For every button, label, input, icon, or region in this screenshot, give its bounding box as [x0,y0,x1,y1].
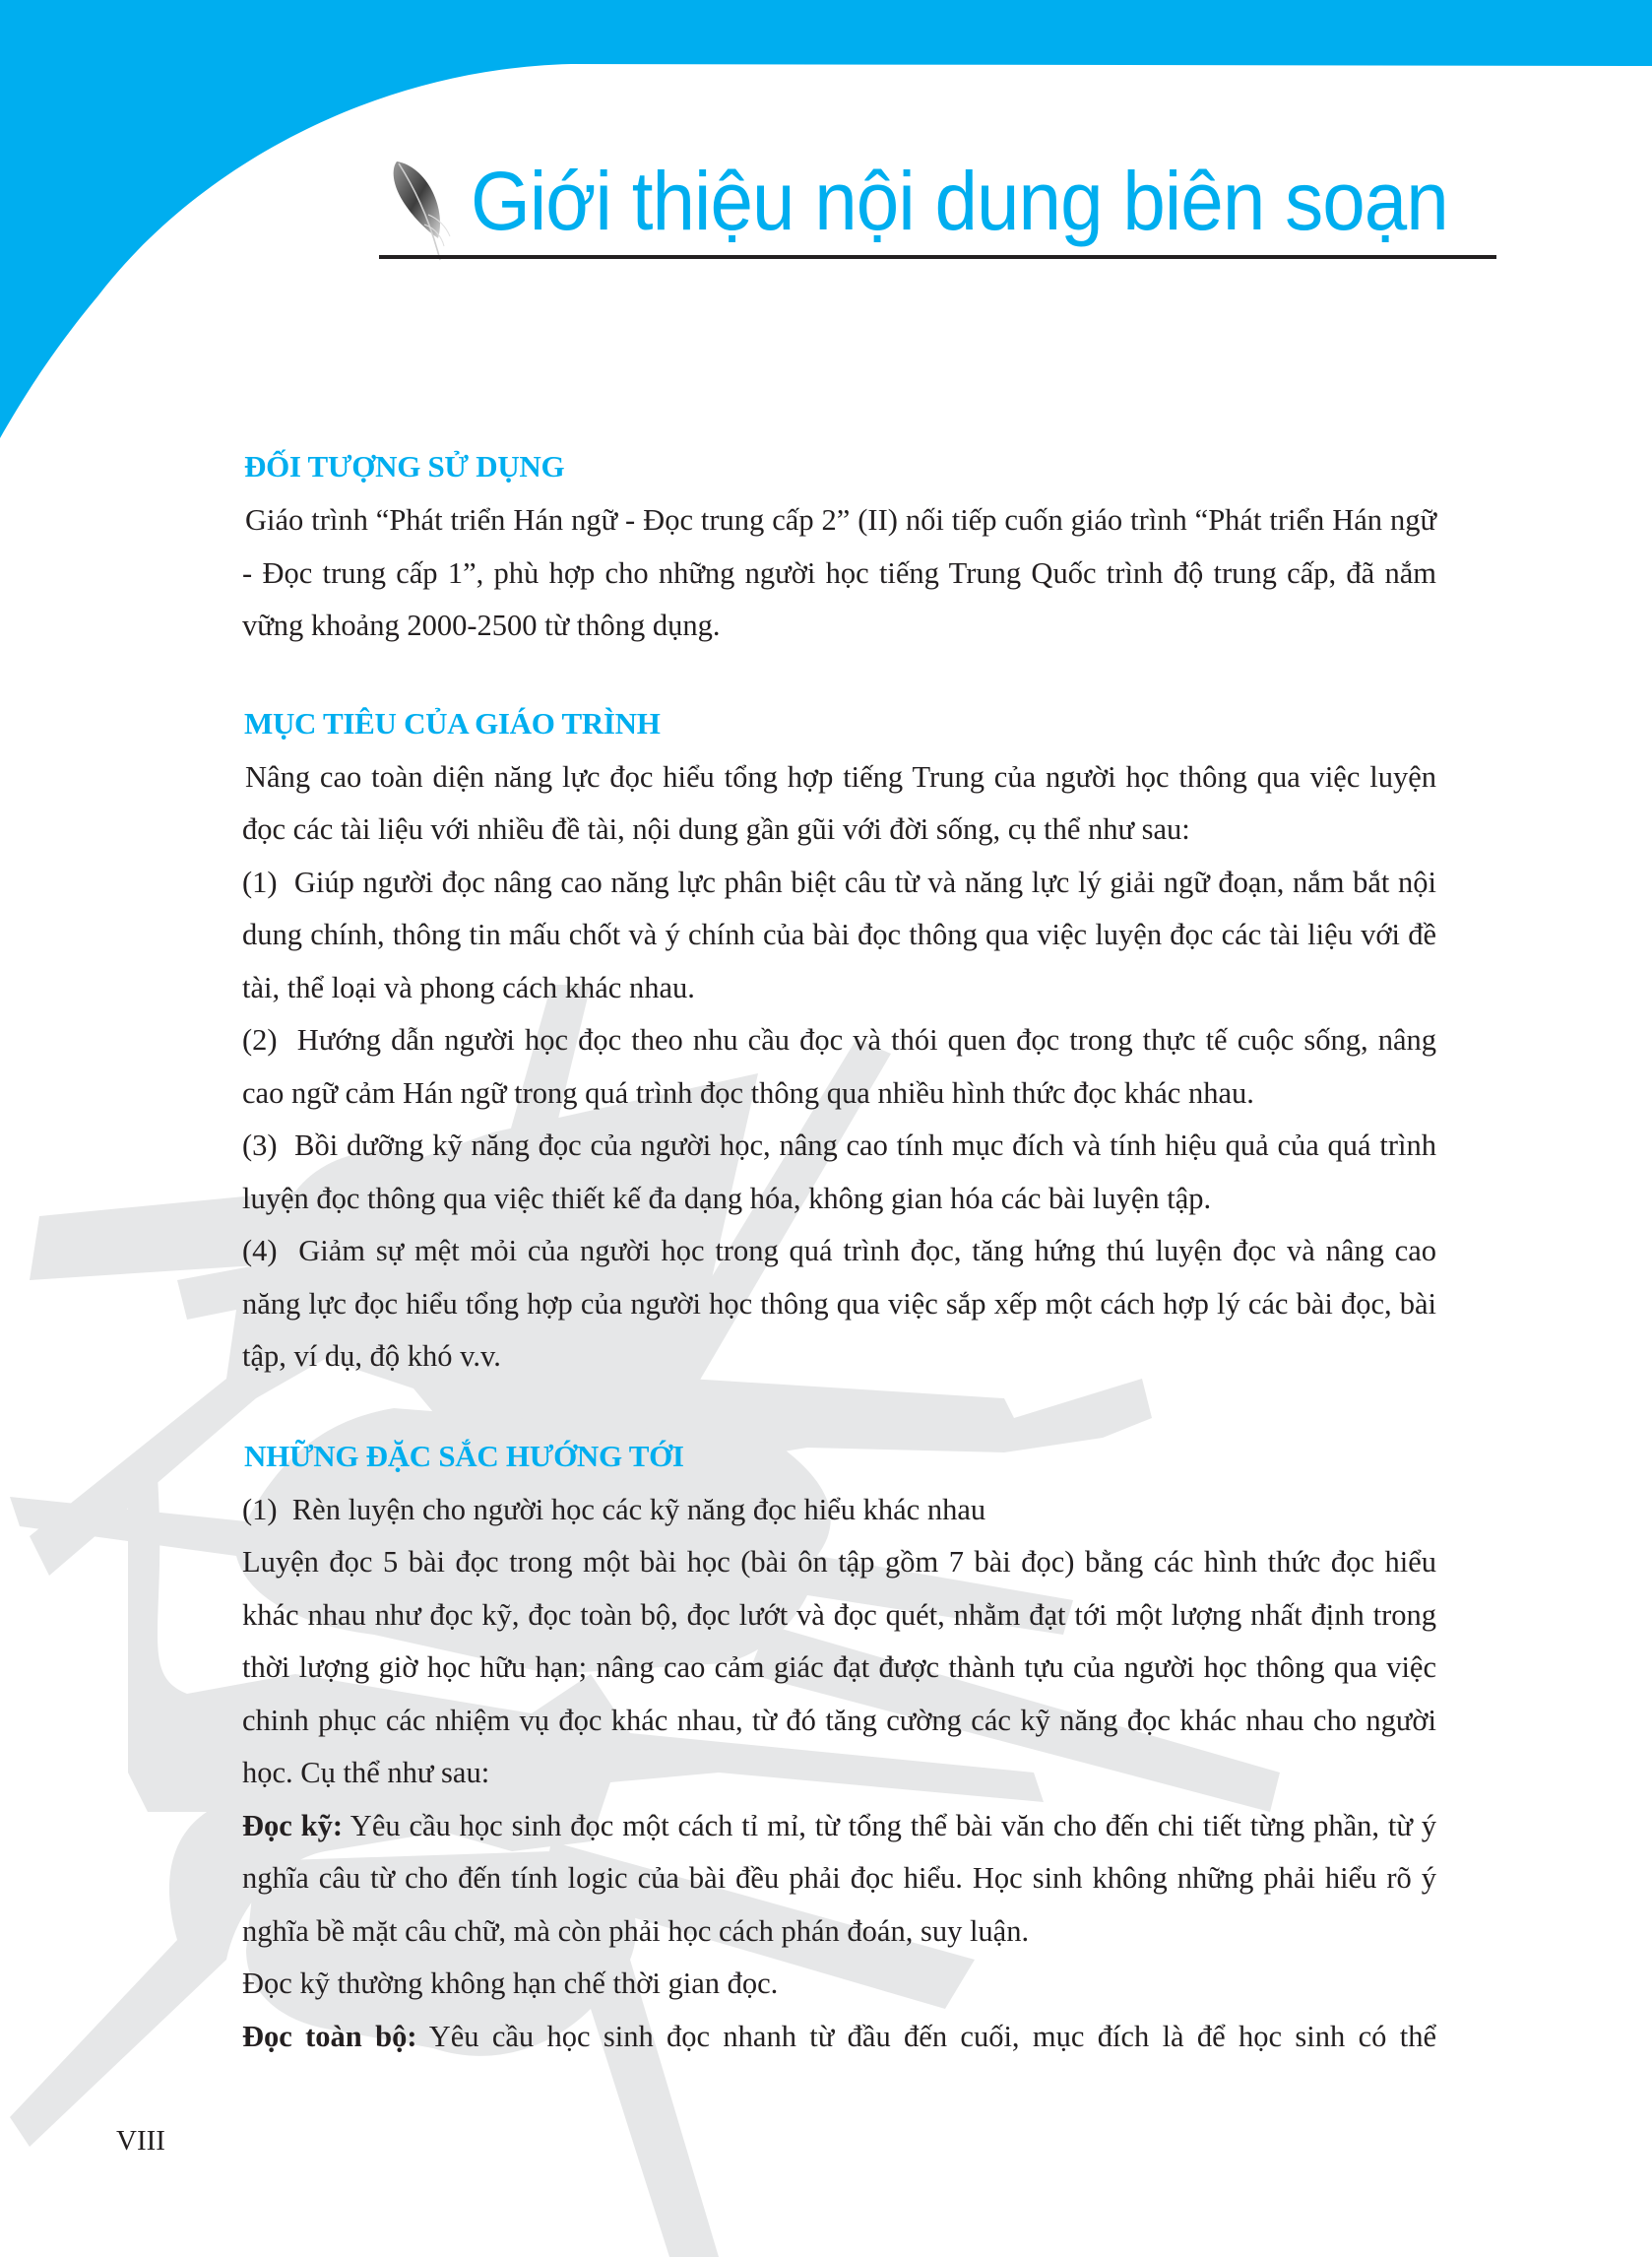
paragraph [242,1536,1436,1800]
section-target-audience [242,443,1436,653]
definition-text: Yêu cầu học sinh đọc nhanh từ đầu đến cuối, mục đích là để học sinh có thể [416,2019,1436,2053]
section-features [242,1433,1436,2064]
sub-item-number: (1) [242,1492,278,1526]
list-item-text: Hướng dẫn người học đọc theo nhu cầu đọc và thói quen đọc trong thực tế cuộc sống, nâng cao ngữ cảm Hán ngữ trong quá trình đọc thông qua nhiều hình thức đọc khác nhau. [242,1023,1436,1110]
list-item [242,1120,1436,1225]
sub-item-text: Rèn luyện cho người học các kỹ năng đọc hiểu khác nhau [291,1492,986,1526]
paragraph-text: Luyện đọc 5 bài đọc trong một bài học (bài ôn tập gồm 7 bài đọc) bằng các hình thức đọc hiểu khác nhau như đọc kỹ, đọc toàn bộ, đọc lướt và đọc quét, nhằm đạt tới một lượng nhất định trong thời lượng giờ học hữu hạn; nâng cao cảm giác đạt được thành tựu của người học thông qua việc chinh phục các nhiệm vụ đọc khác nhau, từ đó tăng cường các kỹ năng đọc khác nhau cho người học. Cụ thể như sau: [242,1545,1436,1789]
section-heading: NHỮNG ĐẶC SẮC HƯỚNG TỚI [244,1438,684,1473]
definition-item [242,2011,1436,2064]
list-item-number: (3) [242,1128,278,1162]
list-item [242,1014,1436,1120]
list-item-text: Giúp người đọc nâng cao năng lực phân biệt câu từ và năng lực lý giải ngữ đoạn, nắm bắt nội dung chính, thông tin mấu chốt và ý chính của bài đọc thông qua việc luyện đọc các tài liệu với đề tài, thể loại và phong cách khác nhau. [242,865,1437,1004]
definition-continuation [242,1958,1436,2011]
section-heading: ĐỐI TƯỢNG SỬ DỤNG [244,449,565,484]
section-objectives [242,700,1436,1384]
page-header [379,148,1496,261]
title-underline [379,255,1496,259]
list-item-text: Giảm sự mệt mỏi của người học trong quá trình đọc, tăng hứng thú luyện đọc và nâng cao năng lực đọc hiểu tổng hợp của người học thông qua việc sắp xếp một cách hợp lý các bài đọc, bài tập, ví dụ, độ khó v.v. [242,1234,1437,1373]
list-item [242,1225,1436,1384]
sub-item [242,1484,1436,1537]
section-heading: MỤC TIÊU CỦA GIÁO TRÌNH [244,705,661,741]
definition-text: Yêu cầu học sinh đọc một cách tỉ mỉ, từ tổng thể bài văn cho đến chi tiết từng phần, từ ý nghĩa câu từ cho đến tính logic của bài đều phải đọc hiểu. Học sinh không những phải hiểu rõ ý nghĩa bề mặt câu chữ, mà còn phải học cách phán đoán, suy luận. [242,1808,1436,1948]
paragraph [242,751,1436,857]
definition-term: Đọc kỹ: [242,1808,344,1842]
document-body [242,443,1436,2063]
paragraph [242,494,1436,653]
list-item-number: (1) [242,865,278,899]
paragraph-text: Nâng cao toàn diện năng lực đọc hiểu tổng hợp tiếng Trung của người học thông qua việc luyện đọc các tài liệu với nhiều đề tài, nội dung gần gũi với đời sống, cụ thể như sau: [242,759,1436,846]
definition-item [242,1800,1436,1959]
page-number: VIII [116,2125,165,2157]
definition-continuation-text: Đọc kỹ thường không hạn chế thời gian đọc. [242,1967,779,2000]
list-item [242,857,1436,1015]
paragraph-text: Giáo trình “Phát triển Hán ngữ - Đọc trung cấp 2” (II) nối tiếp cuốn giáo trình “Phát triển Hán ngữ - Đọc trung cấp 1”, phù hợp cho những người học tiếng Trung Quốc trình độ trung cấp, đã nắm vững khoảng 2000-2500 từ thông dụng. [242,503,1436,642]
section-spacer [242,1384,1436,1433]
list-item-number: (2) [242,1023,278,1057]
feather-icon [389,156,458,262]
section-spacer [242,653,1436,700]
page-title: Giới thiệu nội dung biên soạn [471,155,1448,247]
list-item-text: Bồi dưỡng kỹ năng đọc của người học, nâng cao tính mục đích và tính hiệu quả của quá trình luyện đọc thông qua việc thiết kế đa dạng hóa, không gian hóa các bài luyện tập. [242,1128,1436,1215]
definition-term: Đọc toàn bộ: [242,2019,417,2053]
list-item-number: (4) [242,1234,278,1267]
